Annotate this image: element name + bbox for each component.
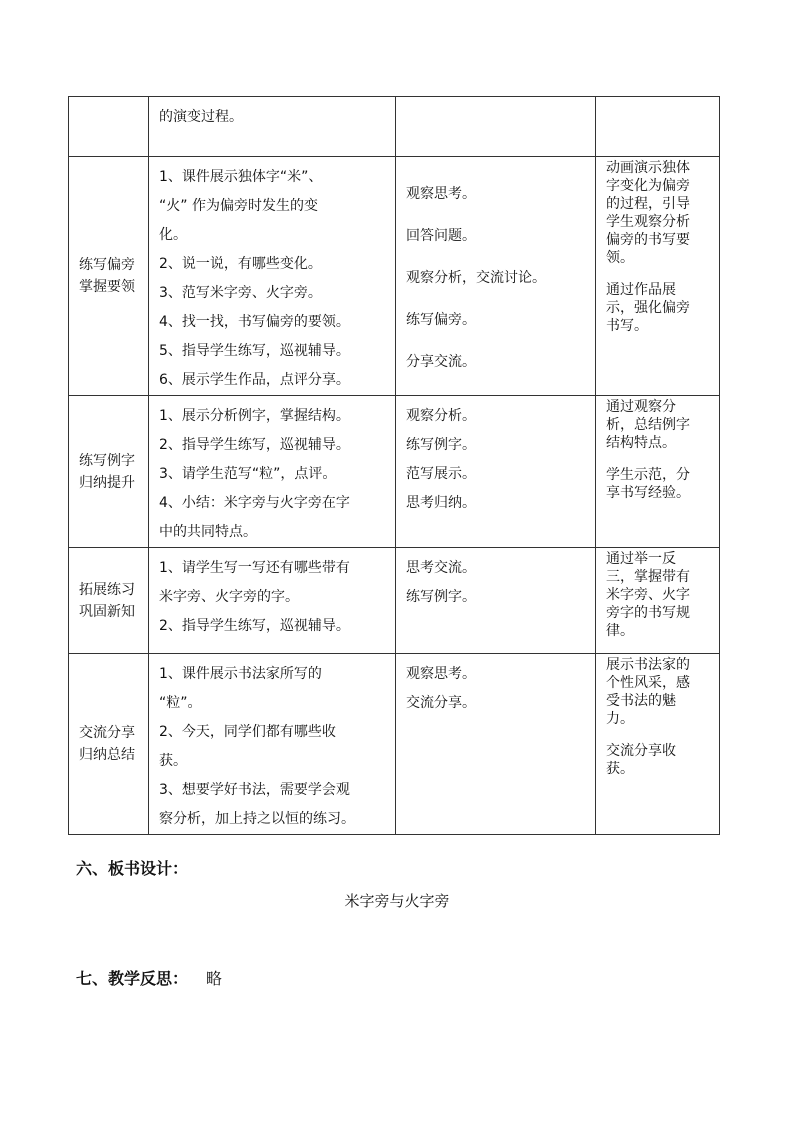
teacher-activity-cell bbox=[149, 548, 396, 654]
stage-label: 交流分享归纳总结 bbox=[79, 725, 135, 763]
student-activity-cell bbox=[396, 548, 596, 654]
design-intent-cell bbox=[596, 548, 720, 654]
teacher-activity-cell-line: 2、指导学生练写，巡视辅导。 bbox=[159, 437, 350, 453]
lesson-table bbox=[68, 96, 720, 835]
student-activity-cell-line: 思考归纳。 bbox=[406, 495, 476, 511]
stage-cell bbox=[69, 396, 149, 548]
student-activity-cell-line: 范写展示。 bbox=[406, 466, 476, 482]
student-activity-cell-line: 观察思考。 bbox=[406, 186, 476, 202]
stage-cell bbox=[69, 97, 149, 157]
student-activity-cell bbox=[396, 396, 596, 548]
teacher-activity-cell-line: 1、展示分析例字，掌握结构。 bbox=[159, 408, 350, 424]
student-activity-cell-line: 练写偏旁。 bbox=[406, 312, 476, 328]
student-activity-cell-line: 分享交流。 bbox=[406, 354, 476, 370]
design-intent-cell-line: 旁字的书写规 bbox=[606, 605, 690, 621]
stage-cell bbox=[69, 548, 149, 654]
design-intent-cell-line: 领。 bbox=[606, 250, 634, 266]
design-intent-cell bbox=[596, 396, 720, 548]
student-activity-cell-line: 观察思考。 bbox=[406, 666, 476, 682]
design-intent-cell-line: 获。 bbox=[606, 761, 634, 777]
design-intent-cell-line: 力。 bbox=[606, 711, 634, 727]
teacher-activity-cell-line: 4、小结：米字旁与火字旁在字 bbox=[159, 495, 350, 511]
reflection-value: 略 bbox=[206, 969, 223, 988]
teacher-activity-cell-line: 1、请学生写一写还有哪些带有 bbox=[159, 560, 350, 576]
teacher-activity-cell bbox=[149, 396, 396, 548]
stage-cell bbox=[69, 654, 149, 835]
stage-cell bbox=[69, 157, 149, 396]
teacher-activity-cell-line: 1、课件展示独体字“米”、 bbox=[159, 169, 323, 185]
design-intent-cell-line: 通过举一反 bbox=[606, 551, 676, 567]
teacher-activity-cell-line: 化。 bbox=[159, 227, 187, 243]
design-intent-cell-line: 字变化为偏旁 bbox=[606, 178, 690, 194]
student-activity-cell-line: 练写例字。 bbox=[406, 437, 476, 453]
design-intent-cell-line: 析，总结例字 bbox=[606, 417, 690, 433]
teacher-activity-cell-line: “火” 作为偏旁时发生的变 bbox=[159, 198, 318, 214]
teacher-activity-cell-line: 2、指导学生练写，巡视辅导。 bbox=[159, 618, 350, 634]
board-design-content: 米字旁与火字旁 bbox=[344, 892, 450, 910]
student-activity-cell bbox=[396, 157, 596, 396]
teacher-activity-cell-line: 中的共同特点。 bbox=[159, 524, 257, 540]
design-intent-cell-line: 学生示范，分 bbox=[606, 467, 690, 483]
design-intent-cell-line: 通过作品展 bbox=[606, 282, 676, 298]
design-intent-cell-line: 展示书法家的 bbox=[606, 657, 690, 673]
design-intent-cell bbox=[596, 157, 720, 396]
student-activity-cell-line: 思考交流。 bbox=[406, 560, 476, 576]
teacher-activity-cell-line: “粒”。 bbox=[159, 695, 202, 711]
teacher-activity-cell-line: 2、说一说，有哪些变化。 bbox=[159, 256, 322, 272]
design-intent-cell-line: 学生观察分析 bbox=[606, 214, 690, 230]
student-activity-cell-line: 交流分享。 bbox=[406, 695, 476, 711]
teacher-activity-cell bbox=[149, 654, 396, 835]
teacher-activity-cell-line: 6、展示学生作品，点评分享。 bbox=[159, 372, 350, 388]
design-intent-cell bbox=[596, 97, 720, 157]
table-row bbox=[69, 654, 720, 835]
stage-label: 练写例字归纳提升 bbox=[79, 452, 135, 491]
teacher-activity-cell bbox=[149, 157, 396, 396]
design-intent-cell-line: 受书法的魅 bbox=[606, 693, 676, 709]
teacher-activity-cell-line: 4、找一找，书写偏旁的要领。 bbox=[159, 314, 350, 330]
student-activity-cell-line: 观察分析。 bbox=[406, 408, 476, 424]
teacher-activity-cell-line: 3、请学生范写“粒”，点评。 bbox=[159, 466, 337, 482]
student-activity-cell bbox=[396, 654, 596, 835]
design-intent-cell-line: 通过观察分 bbox=[606, 399, 676, 415]
design-intent-cell-line: 示，强化偏旁 bbox=[606, 300, 690, 316]
design-intent-cell-line: 的过程，引导 bbox=[606, 196, 690, 212]
teacher-activity-cell-line: 1、课件展示书法家所写的 bbox=[159, 666, 322, 682]
stage-label: 练写偏旁掌握要领 bbox=[79, 257, 135, 295]
design-intent-cell-line: 偏旁的书写要 bbox=[606, 232, 690, 248]
student-activity-cell-line: 观察分析，交流讨论。 bbox=[406, 270, 546, 286]
student-activity-cell-line: 回答问题。 bbox=[406, 228, 476, 244]
design-intent-cell-line: 交流分享收 bbox=[606, 743, 676, 759]
teacher-activity-cell-line: 3、想要学好书法，需要学会观 bbox=[159, 782, 350, 798]
table-row bbox=[69, 396, 720, 548]
section-seven-heading: 七、教学反思： 略 bbox=[76, 969, 223, 988]
teacher-activity-cell-line: 2、今天，同学们都有哪些收 bbox=[159, 724, 336, 740]
design-intent-cell-line: 个性风采，感 bbox=[606, 675, 690, 691]
table-row bbox=[69, 548, 720, 654]
design-intent-cell bbox=[596, 654, 720, 835]
design-intent-cell-line: 书写。 bbox=[606, 318, 648, 334]
teacher-activity-cell-line: 察分析，加上持之以恒的练习。 bbox=[159, 811, 355, 827]
section-six-heading: 六、板书设计： bbox=[76, 859, 189, 878]
design-intent-cell-line: 三，掌握带有 bbox=[606, 569, 690, 585]
teacher-activity-cell-line: 米字旁、火字旁的字。 bbox=[159, 589, 299, 605]
design-intent-cell-line: 享书写经验。 bbox=[606, 485, 690, 501]
design-intent-cell-line: 结构特点。 bbox=[606, 435, 676, 451]
design-intent-cell-line: 律。 bbox=[606, 623, 634, 639]
teacher-activity-cell bbox=[149, 97, 396, 157]
teacher-activity-cell-line: 获。 bbox=[159, 753, 187, 769]
table-row bbox=[69, 97, 720, 157]
teacher-activity-cell-line: 3、范写米字旁、火字旁。 bbox=[159, 285, 322, 301]
stage-label: 拓展练习巩固新知 bbox=[79, 581, 135, 620]
student-activity-cell bbox=[396, 97, 596, 157]
design-intent-cell-line: 动画演示独体 bbox=[606, 160, 690, 176]
design-intent-cell-line: 米字旁、火字 bbox=[606, 587, 690, 603]
teacher-activity-cell-line: 的演变过程。 bbox=[159, 109, 243, 125]
student-activity-cell-line: 练写例字。 bbox=[406, 589, 476, 605]
teacher-activity-cell-line: 5、指导学生练写，巡视辅导。 bbox=[159, 343, 350, 359]
table-row bbox=[69, 157, 720, 396]
